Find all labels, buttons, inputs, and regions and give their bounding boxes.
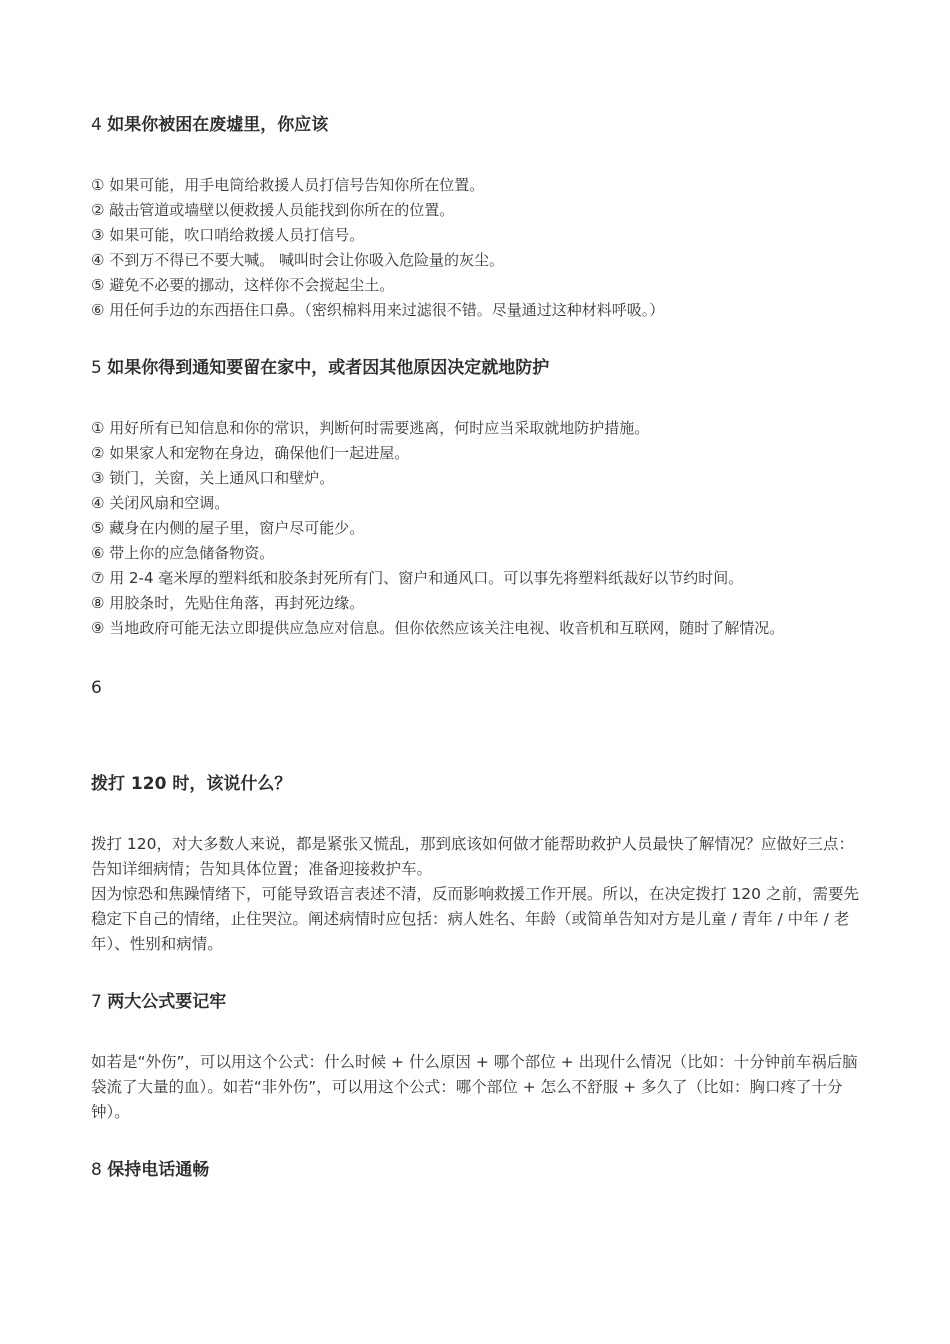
list-item: ⑤ 藏身在内侧的屋子里，窗户尽可能少。 <box>91 519 365 537</box>
section-4-title: 如果你被困在废墟里，你应该 <box>107 115 329 135</box>
list-item: ① 用好所有已知信息和你的常识，判断何时需要逃离，何时应当采取就地防护措施。 <box>91 419 650 437</box>
section-5-heading <box>91 357 549 379</box>
list-item: ⑨ 当地政府可能无法立即提供应急应对信息。但你依然应该关注电视、收音机和互联网，随时了解情况。 <box>91 619 785 637</box>
section-6-paragraph-2: 因为惊恐和焦躁情绪下，可能导致语言表述不清，反而影响救援工作开展。所以，在决定拨打 120 之前，需要先稳定下自己的情绪，止住哭泣。阐述病情时应包括：病人姓名、年龄（或简单告知对方是儿童 / 青年 / 中年 / 老年）、性别和病情。 <box>91 885 859 953</box>
section-7-title: 两大公式要记牢 <box>107 992 227 1012</box>
section-8-number: 8 <box>91 1160 102 1180</box>
list-item: ② 敲击管道或墙壁以便救援人员能找到你所在的位置。 <box>91 201 455 219</box>
list-item: ⑦ 用 2-4 毫米厚的塑料纸和胶条封死所有门、窗户和通风口。可以事先将塑料纸裁好以节约时间。 <box>91 569 744 587</box>
section-5-number: 5 <box>91 358 102 378</box>
list-item: ⑤ 避免不必要的挪动，这样你不会搅起尘土。 <box>91 276 395 294</box>
section-4-list <box>91 173 871 323</box>
section-6-paragraph-1: 拨打 120，对大多数人来说，都是紧张又慌乱，那到底该如何做才能帮助救护人员最快了解情况？应做好三点：告知详细病情；告知具体位置；准备迎接救护车。 <box>91 835 855 878</box>
list-item: ④ 关闭风扇和空调。 <box>91 494 230 512</box>
list-item: ⑥ 用任何手边的东西捂住口鼻。（密织棉料用来过滤很不错。尽量通过这种材料呼吸。） <box>91 301 665 319</box>
list-item: ⑧ 用胶条时，先贴住角落，再封死边缘。 <box>91 594 365 612</box>
section-7-paragraph: 如若是“外伤”，可以用这个公式：什么时候 + 什么原因 + 哪个部位 + 出现什么情况（比如：十分钟前车祸后脑袋流了大量的血）。如若“非外伤”，可以用这个公式：哪个部位 + 怎么不舒服 + 多久了（比如：胸口疼了十分钟）。 <box>91 1053 858 1121</box>
list-item: ⑥ 带上你的应急储备物资。 <box>91 544 275 562</box>
section-5-list <box>91 416 871 641</box>
list-item: ③ 锁门，关窗，关上通风口和壁炉。 <box>91 469 335 487</box>
section-6-number-line <box>91 677 102 699</box>
list-item: ④ 不到万不得已不要大喊。 喊叫时会让你吸入危险量的灰尘。 <box>91 251 504 269</box>
section-6-heading <box>91 773 291 795</box>
section-4-heading <box>91 114 328 136</box>
section-8-title: 保持电话通畅 <box>107 1160 210 1180</box>
section-5-title: 如果你得到通知要留在家中，或者因其他原因决定就地防护 <box>107 358 550 378</box>
section-6-number: 6 <box>91 678 102 698</box>
section-7-heading <box>91 991 226 1013</box>
list-item: ③ 如果可能，吹口哨给救援人员打信号。 <box>91 226 365 244</box>
list-item: ② 如果家人和宠物在身边，确保他们一起进屋。 <box>91 444 410 462</box>
list-item: ① 如果可能，用手电筒给救援人员打信号告知你所在位置。 <box>91 176 485 194</box>
section-8-heading <box>91 1159 209 1181</box>
section-6-title: 拨打 120 时，该说什么？ <box>91 774 292 794</box>
section-4-number: 4 <box>91 115 102 135</box>
section-7-number: 7 <box>91 992 102 1012</box>
